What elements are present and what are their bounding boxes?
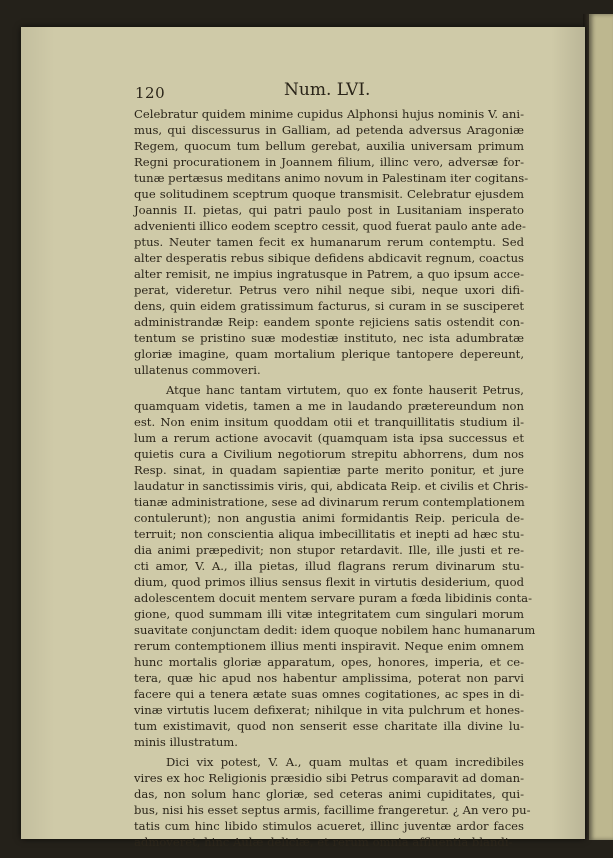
text-line: gloriæ imagine, quam mortalium plerique tantopere depereunt, [134, 347, 524, 361]
text-line: vinæ virtutis lucem defixerat; nihilque in vita pulchrum et hones- [134, 703, 524, 717]
text-line: mus, qui discessurus in Galliam, ad petenda adversus Aragoniæ [134, 123, 524, 137]
text-line: bus, nisi his esset septus armis, facillime frangeretur. ¿ An vero pu- [134, 803, 531, 817]
text-line: tatis cum hinc libido stimulos acueret, illinc juventæ ardor faces [134, 819, 524, 833]
text-line: facere qui a tenera ætate suas omnes cogitationes, ac spes in di- [134, 687, 524, 701]
text-line: terruit; non conscientia aliqua imbecillitatis et inepti ad hæc stu- [134, 527, 524, 541]
text-line: cti amor, V. A., illa pietas, illud flagrans rerum divinarum stu- [134, 559, 524, 573]
text-line: adolescentem docuit mentem servare puram a fœda libidinis conta- [134, 591, 532, 605]
text-line: quamquam videtis, tamen a me in laudando prætereundum non [134, 399, 524, 413]
text-line: que solitudinem sceptrum quoque transmisit. Celebratur ejusdem [134, 187, 524, 201]
page-header [120, 80, 540, 104]
text-line: perat, videretur. Petrus vero nihil neque sibi, neque uxori difi- [134, 283, 524, 297]
text-line: lum a rerum actione avocavit (quamquam ista ipsa successus et [134, 431, 524, 445]
running-head: Num. LVI. [284, 80, 371, 100]
text-line: ullatenus commoveri. [134, 363, 261, 377]
text-line: contulerunt); non angustia animi formidantis Reip. pericula de- [134, 511, 524, 525]
paragraph [134, 106, 529, 378]
text-line: administrandæ Reip: eandem sponte rejiciens satis ostendit con- [134, 315, 524, 329]
text-line: admoveret, hinc Aulæ deliciæ, et rerum omnia affluentia blandi- [134, 835, 513, 849]
text-line: tum existimavit, quod non senserit esse charitate illa divine lu- [134, 719, 524, 733]
text-line: Celebratur quidem minime cupidus Alphonsi hujus nominis V. ani- [134, 107, 524, 121]
text-line: tera, quæ hic apud nos habentur amplissima, poterat non parvi [134, 671, 524, 685]
text-line: Dici vix potest, V. A., quam multas et quam incredibiles [166, 755, 524, 769]
text-line: hunc mortalis gloriæ apparatum, opes, honores, imperia, et ce- [134, 655, 524, 669]
text-line: alter remisit, ne impius ingratusque in Patrem, a quo ipsum acce- [134, 267, 524, 281]
text-line: ptus. Neuter tamen fecit ex humanarum rerum contemptu. Sed [134, 235, 524, 249]
paragraph [134, 382, 536, 750]
facing-page-edge [589, 14, 613, 840]
text-line: das, non solum hanc gloriæ, sed ceteras animi cupiditates, qui- [134, 787, 524, 801]
text-line: vires ex hoc Religionis præsidio sibi Petrus comparavit ad doman- [134, 771, 524, 785]
text-line: est. Non enim insitum quoddam otii et tranquillitatis studium il- [134, 415, 524, 429]
text-line: dens, quin eidem gratissimum facturus, si curam in se susciperet [134, 299, 524, 313]
text-line: laudatur in sanctissimis viris, qui, abdicata Reip. et civilis et Chris- [134, 479, 529, 493]
text-line: suavitate conjunctam dedit: idem quoque nobilem hanc humanarum [134, 623, 536, 637]
text-line: tianæ administratione, sese ad divinarum rerum contemplationem [134, 495, 525, 509]
text-line: Resp. sinat, in quadam sapientiæ parte merito ponitur, et jure [134, 463, 524, 477]
text-line: quietis cura a Civilium negotiorum strepitu abhorrens, dum nos [134, 447, 524, 461]
text-line: dia animi præpedivit; non stupor retardavit. Ille, ille justi et re- [134, 543, 524, 557]
body-text [134, 106, 536, 850]
text-line: gione, quod summam illi vitæ integritatem cum singulari morum [134, 607, 524, 621]
text-line: Regni procurationem in Joannem filium, illinc vero, adversæ for- [134, 155, 524, 169]
text-line: tentum se pristino suæ modestiæ instituto, nec ista adumbratæ [134, 331, 524, 345]
text-line: minis illustratum. [134, 735, 238, 749]
text-line: rerum contemptionem illius menti inspiravit. Neque enim omnem [134, 639, 524, 653]
text-line: advenienti illico eodem sceptro cessit, quod fuerat paulo ante ade- [134, 219, 526, 233]
text-line: alter desperatis rebus sibique defidens abdicavit regnum, coactus [134, 251, 524, 265]
text-line: Regem, quocum tum bellum gerebat, auxilia universam primum [134, 139, 524, 153]
paragraph [134, 754, 531, 850]
page-number: 120 [135, 84, 166, 102]
text-line: Joannis II. pietas, qui patri paulo post in Lusitaniam insperato [134, 203, 524, 217]
text-line: dium, quod primos illius sensus flexit in virtutis desiderium, quod [134, 575, 524, 589]
text-line: Atque hanc tantam virtutem, quo ex fonte hauserit Petrus, [166, 383, 524, 397]
text-line: tunæ pertæsus meditans animo novum in Palestinam iter cogitans- [134, 171, 529, 185]
